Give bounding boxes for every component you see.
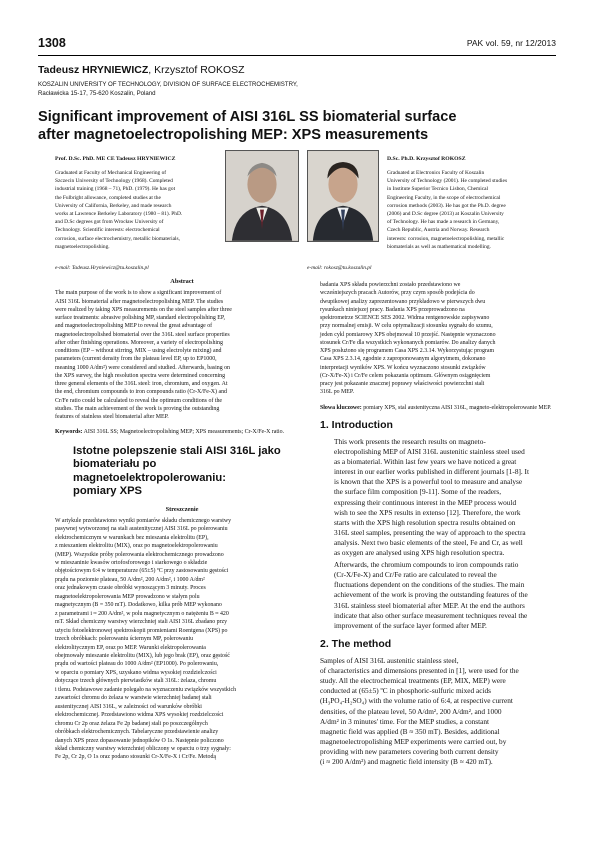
- bio-line: Czech Republic, Austria and Norway. Research: [387, 227, 490, 234]
- streszczenie-line: Fe 2p, Cr 2p, O 1s oraz podano stosunki Cr-X/Fe-X i Cr/Fe. Metodą: [55, 754, 217, 761]
- bio-name: Prof. D.Sc. PhD. ME CE Tadeusz HRYNIEWICZ: [55, 156, 176, 162]
- abstract-line: Cr/Fe ratio could be calculated to reveal the optimum conditions of the: [55, 397, 223, 404]
- keywords-text: AISI 316L SS; Magnetoelectropolishing MEP; XPS measurements; Cr-X/Fe-X ratio.: [82, 429, 285, 436]
- body-line: is known that the XPS is a powerful tool to measure and analyse: [334, 477, 523, 487]
- streszczenie-continued: [320, 281, 574, 397]
- polish-keywords: [320, 404, 574, 412]
- abstract-line: and magnetoelectropolishing MEP to reveal the great advantage of: [55, 323, 213, 330]
- body-line: Afterwards, the chromium compounds to iron compounds ratio: [334, 560, 519, 570]
- streszczenie-line: badania XPS składu powierzchni zostało przedstawiono we: [320, 282, 461, 288]
- streszczenie-line: dwupikowej analizy zaprezentowano przykładowo w pierwszych dwu: [320, 298, 486, 305]
- bio-line: works at Lawrence Berkeley Laboratory (1980 – 81). PhD.: [55, 211, 183, 218]
- streszczenie-line: 316L po MEP.: [320, 389, 354, 396]
- body-line: fluctuations dependent on the conditions of the studies. The main: [334, 580, 525, 590]
- bio-text: [55, 169, 215, 251]
- abstract-body: [55, 289, 309, 421]
- streszczenie-line: pasywnej wytworzonej na stali austenitycznej AISI 316L po polerowaniu: [55, 526, 228, 533]
- streszczenie-line: austenitycznej AISI 316L, w zależności od warunków obróbki: [55, 703, 202, 710]
- bio-line: (2006) and D.Sc degree (2013) at Koszalin University: [387, 211, 504, 218]
- streszczenie-line: z mieszaniem elektrolitu (MIX), oraz po magnetoelektropolerowaniu: [55, 543, 218, 550]
- streszczenie-line: Casa XPS 2.3.14, zgodnie z zaproponowanym algorytmem, dokonano: [320, 356, 486, 363]
- introduction-body: [320, 437, 574, 631]
- bio-line: Szczecin University of Technology (1968). Completed: [55, 178, 173, 185]
- bio-line: and D.Sc degrees got from Wrocław University of: [55, 219, 164, 226]
- streszczenie-line: użyciu fotoelektronowej spektroskopii promieniami Roentgena (XPS) po: [55, 627, 228, 634]
- title-line-2: after magnetoelectropolishing MEP: XPS measurements: [38, 127, 429, 143]
- introduction-paragraph: [320, 560, 574, 631]
- paper-title: [38, 108, 556, 144]
- streszczenie-line: (Cr-X/Fe-X) i Cr/Fe celem pokazania optimum. Głównym osiągnięciem: [320, 372, 491, 379]
- left-column: [55, 278, 309, 762]
- abstract-heading: Abstract: [170, 278, 194, 285]
- body-line: interest in our earlier works published in different journals [1-8]. It: [334, 467, 530, 477]
- streszczenie-line: stosunek Cr/Fe dla wszystkich wykonanych pomiarów. Do analizy danych: [320, 339, 496, 346]
- bio-line: Engineering Faculty, in the scope of electrochemical: [387, 194, 501, 201]
- bio-text: [387, 169, 557, 251]
- abstract-line: the XPS survey, the high resolution spectra were determined concerning: [55, 372, 226, 379]
- abstract-line: AISI 316L biomaterial after magnetoelectropolishing MEP. The studies: [55, 298, 224, 305]
- streszczenie-line: rysunkach niniejszej pracy. Badania XPS przeprowadzono na: [320, 306, 465, 313]
- streszczenie-line: elektrochemicznej. Przedstawiono widma XPS wysokiej rozdzielczości: [55, 712, 224, 719]
- bio-name: D.Sc. Ph.D. Krzysztof ROKOSZ: [387, 156, 466, 162]
- polish-title: [73, 445, 309, 499]
- abstract-line: surface treatments: abrasive polishing MP, standard electropolishing EP,: [55, 315, 225, 321]
- body-line: analysis. Next two basic elements of the steel, Fe and Cr, as well: [334, 537, 523, 547]
- main-author: Tadeusz HRYNIEWICZ: [38, 64, 149, 76]
- streszczenie-line: trzech obróbkach: polerowaniu ściernym MP, polerowaniu: [55, 636, 194, 643]
- body-line: study. All the electrochemical treatments (EP, MIX, MEP) were: [320, 676, 506, 686]
- streszczenie-line: mT. Skład chemiczny warstwy wierzchniej stali AISI 316L zbadano przy: [55, 619, 228, 626]
- streszczenie-line: prądu od wartości plateau do 1000 A/dm² (EP1000). Po polerowaniu,: [55, 661, 219, 668]
- streszczenie-line: danych XPS przez dopasowanie jednopików O 1s. Następnie policzono: [55, 737, 224, 744]
- streszczenie-line: magnetoelektropolerowania MEP prowadzono w stałym polu: [55, 593, 200, 600]
- body-line: the surface film composition [9-11]. Some of the readers,: [334, 487, 502, 497]
- streszczenie-line: pracy jest pokazanie znacznej poprawy właściwości powierzchni stali: [320, 381, 485, 387]
- streszczenie-line: prądu na poziomie plateau, 50 A/dm², 200 A/dm², i 1000 A/dm²: [55, 576, 205, 583]
- bio-line: magnetoelectropolishing.: [55, 243, 110, 250]
- keywords-label: Keywords:: [55, 429, 83, 436]
- streszczenie-line: przy normalnej emisji. W celu optymalizacji stosunku sygnału do szumu,: [320, 323, 493, 330]
- bio-line: interests: corrosion, magnetoelectropolishing, metallic: [387, 235, 505, 242]
- streszczenie-line: obejmowały mieszanie elektrolitu (MIX), lub jego brak (EP), oraz gęstość: [55, 653, 230, 659]
- page-number: 1308: [38, 36, 66, 50]
- introduction-heading: 1. Introduction: [320, 418, 393, 431]
- polish-title-line: Istotne polepszenie stali AISI 316L jako: [73, 444, 281, 457]
- author-email: e-mail: Tadeusz.Hryniewicz@tu.koszalin.pl: [55, 265, 149, 271]
- bio-line: industrial training (1968 – 71), PhD. (1979). He has got: [55, 186, 176, 193]
- abstract-line: features of stainless steel biomaterial after MEP.: [55, 414, 169, 420]
- affiliation-line-2: Racławicka 15-17, 75-620 Koszalin, Poland: [38, 90, 156, 97]
- abstract-line: parameters (current density from the plateau level EP, up to EP1000,: [55, 356, 217, 363]
- body-line: (i ≈ 200 A/dm²) and magnetic field intensity (B ≈ 420 mT).: [320, 756, 493, 766]
- body-line: This work presents the research results on magneto-: [334, 437, 486, 446]
- method-heading: 2. The method: [320, 637, 392, 650]
- body-line: indicate that also other surface measurement techniques reveal the: [334, 610, 528, 620]
- journal-reference: PAK vol. 59, nr 12/2013: [466, 38, 556, 48]
- body-line: A/dm² in 3 minutes' time. For the MEP studies, a constant: [320, 716, 490, 726]
- streszczenie-heading: Streszczenie: [165, 505, 199, 513]
- author-photo: [307, 150, 379, 242]
- bio-line: Graduated at Electronics Faculty of Koszalin: [387, 170, 485, 176]
- streszczenie-line: w oparciu o pomiary XPS, uzyskano widma wysokiej rozdzielczości: [55, 669, 217, 676]
- body-line: achievement of the work is proving the outstanding features of the: [334, 590, 528, 600]
- streszczenie-line: spektrometrze SCIENCE SES 2002. Widma rentgenowskie zapisywano: [320, 315, 490, 321]
- title-line-1: Significant improvement of AISI 316L SS biomaterial surface: [38, 109, 457, 125]
- page-header: [38, 36, 556, 52]
- streszczenie-line: chromu Cr 2p oraz żelaza Fe 2p badanej stali po poszczególnych: [55, 720, 208, 727]
- streszczenie-line: i tlenu. Podstawowe zadanie polegało na wyznaczeniu związków wszystkich: [55, 686, 237, 693]
- abstract-line: magnetoelectropolished biomaterial over the 316L steel surface properties: [55, 331, 230, 338]
- streszczenie-line: obróbkach elektrochemicznych. Tabelaryczne przedstawienie analizy: [55, 729, 219, 736]
- body-line: wish to see the XPS results in extenso [12]. Therefore, the work: [334, 507, 521, 517]
- affiliation-line-1: KOSZALIN UNIVERSITY OF TECHNOLOGY, DIVISION OF SURFACE ELECTROCHEMISTRY,: [38, 81, 298, 88]
- body-line: conducted at (65±5) ºC in phosphoric-sulfuric mixed acids: [320, 686, 492, 696]
- author-photo-portrait: [308, 151, 378, 241]
- streszczenie-line: W artykule przedstawiono wyniki pomiarów składu chemicznego warstwy: [55, 517, 232, 524]
- streszczenie-line: oraz jednakowym czasie obróbki wynoszącym 3 minuty. Proces: [55, 585, 206, 592]
- body-line: providing with new parameters covering both current density: [320, 746, 499, 756]
- streszczenie-line: interpretacji wyników XPS. W końcu wyznaczono stosunki związków: [320, 364, 486, 371]
- bio-line: Technology. Scientific interests: electrochemical: [55, 227, 160, 234]
- polish-title-line: pomiary XPS: [73, 485, 143, 497]
- streszczenie-line: (MEP). Wszystkie próby polerowania elektrochemicznego prowadzono: [55, 551, 224, 558]
- streszczenie-line: magnetycznym (B = 350 mT). Dodatkowo, kilka prób MEP wykonano: [55, 602, 222, 609]
- keywords: [55, 428, 309, 436]
- abstract-line: after other finishing operations. Moreover, a variety of electropolishing: [55, 339, 223, 346]
- abstract-line: The main purpose of the work is to show a significant improvement of: [55, 290, 222, 297]
- author-photo: [225, 150, 299, 242]
- bio-line: University of Technology (2001). He completed studies: [387, 178, 508, 185]
- streszczenie-line: objętościowym 6:4 w temperaturze (65±5) ºC przy zastosowaniu gęstości: [55, 568, 229, 575]
- bio-line: Graduated at Faculty of Mechanical Engineering of: [55, 170, 167, 176]
- streszczenie-line: elektrolitycznym EP, oraz po MEP. Warunki elektropolerowania: [55, 644, 206, 651]
- bio-line: University of California, Berkeley, and made research: [55, 202, 172, 209]
- streszczenie-line: jeden cykl pomiarowy XPS obejmował 10 przejść. Następnie wyznaczono: [320, 331, 496, 338]
- streszczenie-line: XPS posłużono się programem Casa XPS 2.3.14. Wykorzystując program: [320, 348, 495, 354]
- bio-line: the Fulbright allowance, completed studies at the: [55, 194, 161, 201]
- streszczenie-line: dotyczące trzech głównych pierwiastków stali 316L: żelaza, chromu: [55, 678, 217, 685]
- body-line: as a biomaterial. Within last few years we have noticed a great: [334, 457, 517, 467]
- body-line: of characteristics and dimensions presented in [1], were used for the: [320, 666, 519, 676]
- header-rule: [38, 55, 556, 56]
- streszczenie-line: w mieszaninie kwasów ortofosforowego i siarkowego o składzie: [55, 560, 208, 567]
- body-line: Samples of AISI 316L austenitic stainless steel,: [320, 656, 459, 666]
- bio-line: corrosion methods (2003). He has got the Ph.D. degree: [387, 202, 506, 209]
- co-author: , Krzysztof ROKOSZ: [148, 64, 245, 76]
- author-bio-right: [307, 150, 567, 272]
- bio-line: in Institute Superior Tecnico Lisbon, Chemical: [387, 186, 489, 193]
- body-line: magnetic field was applied (B ≈ 350 mT). Besides, additional: [320, 726, 500, 736]
- abstract-line: meaning 1000 A/dm²) were considered and studied. Afterwards, basing on: [55, 364, 231, 371]
- abstract-line: conditions (EP – without stirring, MIX – using electrolyte mixing) and: [55, 348, 222, 354]
- body-line: electropolishing MEP of AISI 316L austenitic stainless steel used: [334, 447, 525, 457]
- body-line: (H₃PO₄-H₂SO₄) with the volume ratio of 6:4, at respective current: [320, 696, 513, 706]
- bio-line: corrosion, surface electrochemistry, metallic biomaterials,: [55, 235, 180, 242]
- bio-line: biomaterials as well as mathematical modelling.: [387, 243, 491, 250]
- body-line: 316L steel samples, presenting the way of approach to the spectra: [334, 527, 526, 537]
- body-line: (Cr-X/Fe-X) and Cr/Fe ratio are calculated to reveal the: [334, 570, 497, 580]
- author-email: e-mail: rokosz@tu.koszalin.pl: [307, 265, 372, 271]
- polish-keywords-label: Słowa kluczowe:: [320, 404, 362, 411]
- polish-title-line: biomateriału po magnetoelektropolerowaniu:: [73, 458, 226, 484]
- streszczenie-line: elektrochemicznym w warunkach bez mieszania elektrolitu (EP),: [55, 534, 209, 541]
- body-line: magnetoelectropolishing MEP experiments were carried out, by: [320, 736, 507, 746]
- author-bio-left: [55, 150, 305, 272]
- author-line: [38, 64, 245, 76]
- author-photo-portrait: [226, 151, 298, 241]
- abstract-line: three general elements of the 316L steel: iron, chromium, and oxygen. At: [55, 381, 228, 387]
- right-column: [320, 281, 574, 767]
- streszczenie-body: [55, 517, 309, 762]
- body-line: improvement of the surface layer formed after MEP.: [334, 620, 487, 630]
- abstract-line: the end, chromium compounds to iron compounds ratio (Cr-X/Fe-X) and: [55, 389, 227, 396]
- streszczenie-line: z parametrami i ≈ 200 A/dm², w polu magnetycznym o natężeniu B ≈ 420: [55, 610, 229, 617]
- bio-line: of Technology. He has made a research in Germany,: [387, 219, 500, 226]
- body-line: 316L stainless steel biomaterial after MEP. At the end the authors: [334, 600, 525, 610]
- streszczenie-line: zawartości chromu do żelaza w warstwie wierzchniej badanej stali: [55, 695, 212, 702]
- abstract-line: studies. The main achievement of the work is proving the outstanding: [55, 405, 220, 412]
- body-line: densities, of the plateau level, 50 A/dm², 200 A/dm², and 1000: [320, 706, 502, 716]
- body-line: starts with the XPS high resolution spectra results obtained on: [334, 517, 516, 527]
- body-line: as oxygen are analysed using XPS high resolution spectra.: [334, 548, 505, 558]
- abstract-line: were realized by taking XPS measurements on the steel samples after three: [55, 306, 232, 313]
- method-body: [320, 656, 574, 767]
- streszczenie-line: skład chemiczny warstwy wierzchniej obliczony w oparciu o trzy sygnały:: [55, 745, 231, 752]
- polish-keywords-text: pomiary XPS, stal austenityczna AISI 316L, magneto-elektropolerowanie MEP.: [361, 404, 552, 411]
- body-line: expressing their continuous interest in the MEP process would: [334, 497, 517, 507]
- introduction-paragraph: [320, 437, 574, 558]
- streszczenie-line: wcześniejszych pracach Autorów, przy czym sposób podejścia do: [320, 290, 475, 297]
